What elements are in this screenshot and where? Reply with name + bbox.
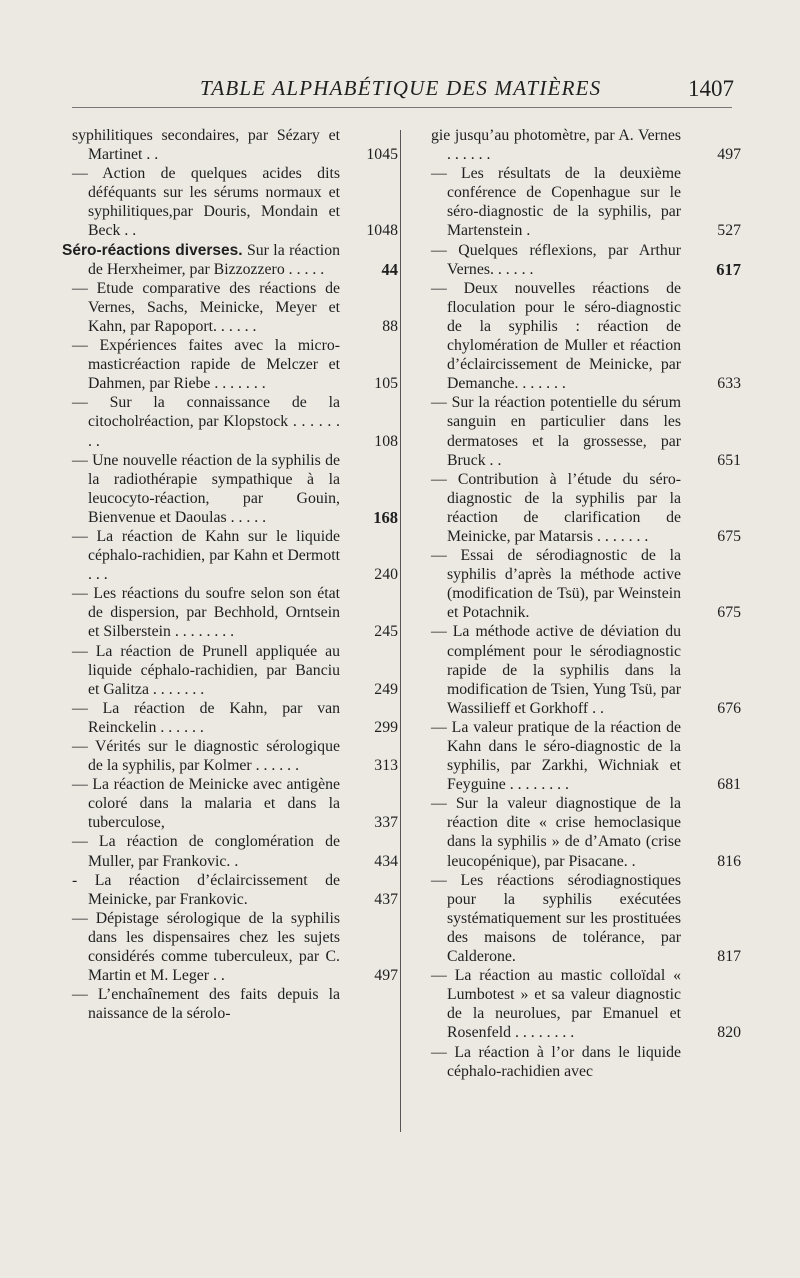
entry-page-number: 651 — [717, 451, 741, 469]
index-entry — [62, 642, 398, 699]
entry-text: — La valeur pratique de la réaction de Kahn dans le séro-diagnostic de la syphilis, par Zarkhi, Wichniak et Feyguine . . . . . . . . — [431, 718, 681, 794]
entry-text: — Sur la réaction potentielle du sérum sanguin en particulier dans les dermatoses et la grossesse, par Bruck . . — [431, 394, 681, 469]
index-entry — [62, 241, 398, 279]
index-entry — [62, 985, 398, 1023]
entry-text: gie jusqu’au photomètre, par A. Vernes . . . . . . — [431, 127, 681, 164]
entry-page-number: 820 — [717, 1024, 741, 1042]
entry-page-number: 44 — [381, 259, 398, 279]
index-entry — [421, 718, 741, 794]
index-entry — [421, 1043, 741, 1081]
index-entry — [62, 737, 398, 775]
entry-page-number: 434 — [374, 852, 398, 870]
entry-page-number: 497 — [374, 967, 398, 985]
entry-page-number: 675 — [717, 604, 741, 622]
running-title: TABLE ALPHABÉTIQUE DES MATIÈRES — [200, 76, 602, 100]
entry-page-number: 88 — [382, 317, 398, 335]
entry-page-number: 168 — [373, 507, 398, 527]
entry-text: — Quelques réflexions, par Arthur Vernes. . . . . . — [431, 241, 681, 278]
entry-text: — Action de quelques acides dits déféquants sur les sérums normaux et syphilitiques,par Douris, Mondain et Beck . . — [72, 165, 340, 240]
entry-page-number: 105 — [374, 375, 398, 393]
index-entry — [62, 451, 398, 527]
entry-page-number: 816 — [717, 852, 741, 870]
entry-page-number: 245 — [374, 623, 398, 641]
entry-page-number: 817 — [717, 948, 741, 966]
entry-page-number: 676 — [717, 699, 741, 717]
entry-text: — La réaction à l’or dans le liquide céphalo-rachidien avec — [431, 1043, 681, 1080]
entry-page-number: 681 — [717, 776, 741, 794]
index-entry — [421, 241, 741, 279]
entry-text: — Les réactions sérodiagnostiques pour la syphilis exécutées systématiquement sur les prostituées des maisons de tolérance, par Calderone. — [431, 871, 681, 966]
page-header — [0, 76, 800, 104]
index-entry — [421, 164, 741, 240]
index-entry — [421, 966, 741, 1042]
index-entry — [421, 126, 741, 164]
entry-text: — Les réactions du soufre selon son état de dispersion, par Bechhold, Orntsein et Silberstein . . . . . . . . — [72, 585, 340, 641]
index-entry — [421, 393, 741, 469]
index-entry — [62, 584, 398, 641]
entry-text: — L’enchaînement des faits depuis la naissance de la sérolo- — [72, 986, 340, 1023]
entry-text: — Etude comparative des réactions de Vernes, Sachs, Meinicke, Meyer et Kahn, par Rapoport. . . . . . — [72, 279, 340, 335]
entry-text: syphilitiques secondaires, par Sézary et Martinet . . — [72, 127, 340, 164]
entry-text: — Contribution à l’étude du séro-diagnostic de la syphilis par la réaction de clarification de Meinicke, par Matarsis . . . . . . . — [431, 470, 681, 545]
entry-page-number: 1048 — [366, 222, 398, 240]
index-entry — [62, 909, 398, 985]
index-entry — [62, 164, 398, 240]
index-entry — [421, 546, 741, 622]
entry-page-number: 497 — [717, 146, 741, 164]
index-entry — [62, 279, 398, 336]
entry-page-number: 1045 — [366, 146, 398, 164]
right-column — [421, 126, 741, 1081]
entry-body: Sur la réaction de Herxheimer, par Bizzozzero . . . . . — [88, 241, 340, 278]
topic-heading: Séro-réactions diverses. — [62, 241, 243, 259]
index-entry — [421, 470, 741, 546]
entry-page-number: 633 — [717, 375, 741, 393]
header-rule — [72, 107, 732, 108]
left-column — [62, 126, 398, 1023]
entry-page-number: 240 — [374, 566, 398, 584]
entry-text: — La méthode active de déviation du complément pour le sérodiagnostic rapide de la syphilis dans la modification de Tsien, Yung Tsü, par Wassilieff et Gorkhoff . . — [431, 623, 681, 717]
entry-page-number: 675 — [717, 527, 741, 545]
entry-page-number: 299 — [374, 718, 398, 736]
index-entry — [62, 126, 398, 164]
index-entry — [421, 871, 741, 966]
index-entry — [421, 794, 741, 870]
entry-page-number: 108 — [374, 432, 398, 450]
entry-text: — La réaction de Kahn, par van Reinckelin . . . . . . — [72, 699, 340, 736]
entry-text: — Essai de sérodiagnostic de la syphilis d’après la méthode active (modification de Tsü), par Weinstein et Potachnik. — [431, 547, 681, 622]
entry-text: — La réaction de Kahn sur le liquide céphalo-rachidien, par Kahn et Dermott . . . — [72, 527, 340, 584]
entry-page-number: 437 — [374, 890, 398, 908]
entry-text: — Expériences faites avec la micro-masticréaction rapide de Melczer et Dahmen, par Riebe . . . . . . . — [72, 337, 340, 393]
entry-text: — Deux nouvelles réactions de floculation pour le séro-diagnostic de la syphilis : réaction de chylomération de Muller et réaction d’éclaircissement de Meinicke, par Demanche. . . . . . . — [431, 279, 681, 393]
page-number: 1407 — [688, 76, 734, 101]
entry-text: — La réaction de Meinicke avec antigène coloré dans la malaria et dans la tuberculose, — [72, 776, 340, 832]
entry-text — [62, 241, 398, 279]
entry-text: — La réaction au mastic colloïdal « Lumbotest » et sa valeur diagnostic de la neurolues, par Emanuel et Rosenfeld . . . . . . . . — [431, 967, 681, 1042]
entry-text: — Dépistage sérologique de la syphilis dans les dispensaires chez les sujets considérés comme tuberculeux, par C. Martin et M. Leger . . — [72, 909, 340, 985]
index-entry — [421, 279, 741, 394]
index-entry — [62, 871, 398, 909]
entry-page-number: 617 — [716, 259, 741, 279]
index-entry — [62, 775, 398, 832]
entry-text: — Une nouvelle réaction de la syphilis de la radiothérapie sympathique à la leucocyto-réaction, par Gouin, Bienvenue et Daoulas . . . . . — [72, 451, 340, 526]
entry-text: — Sur la connaissance de la citocholréaction, par Klopstock . . . . . . . . — [72, 394, 340, 450]
column-divider — [400, 130, 401, 1132]
index-entry — [421, 622, 741, 717]
entry-text: — Les résultats de la deuxième conférence de Copenhague sur le séro-diagnostic de la syphilis, par Martenstein . — [431, 165, 681, 240]
index-entry — [62, 393, 398, 450]
index-entry — [62, 832, 398, 870]
entry-text: — Sur la valeur diagnostique de la réaction dite « crise hemoclasique dans la syphilis » de d’Amato (crise leucopénique), par Pisacane. . — [431, 795, 681, 870]
entry-text: — La réaction de Prunell appliquée au liquide céphalo-rachidien, par Banciu et Galitza . . . . . . . — [72, 642, 340, 698]
entry-text: — La réaction de conglomération de Muller, par Frankovic. . — [72, 833, 340, 870]
entry-page-number: 337 — [374, 814, 398, 832]
index-entry — [62, 527, 398, 584]
entry-text: — Vérités sur le diagnostic sérologique de la syphilis, par Kolmer . . . . . . — [72, 738, 340, 775]
index-entry — [62, 699, 398, 737]
entry-page-number: 313 — [374, 757, 398, 775]
entry-page-number: 249 — [374, 680, 398, 698]
index-entry — [62, 336, 398, 393]
entry-text: - La réaction d’éclaircissement de Meinicke, par Frankovic. — [72, 871, 340, 908]
entry-page-number: 527 — [717, 222, 741, 240]
